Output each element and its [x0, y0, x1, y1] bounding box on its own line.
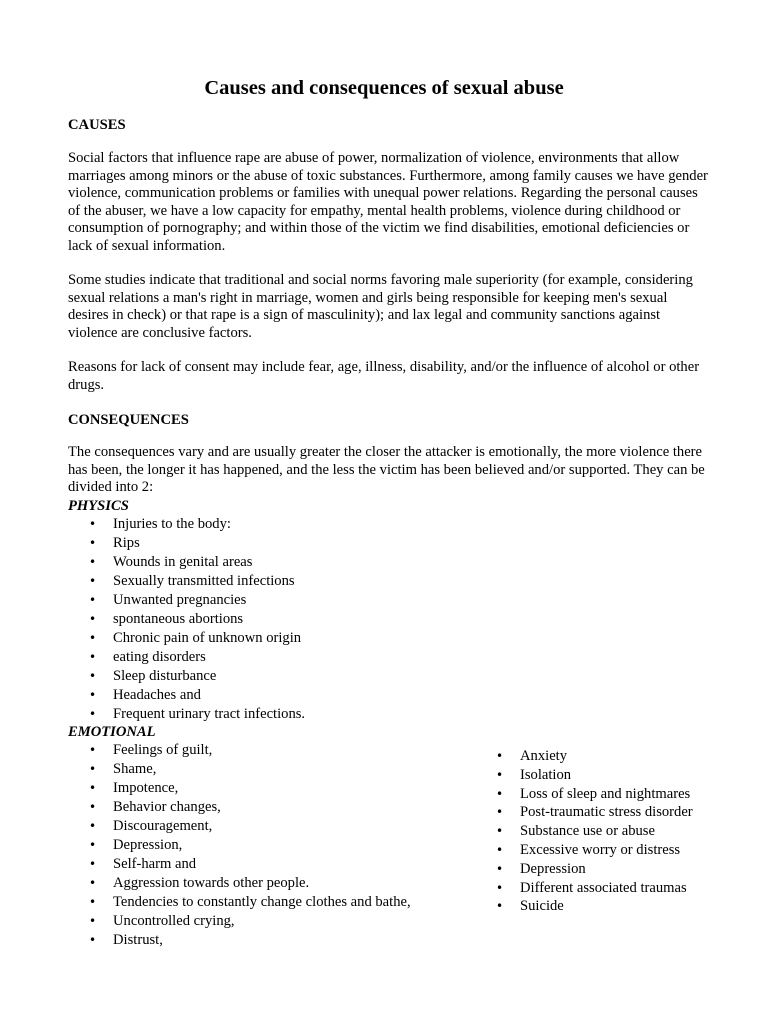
list-item: • Behavior changes, — [89, 798, 411, 817]
list-item: • Aggression towards other people. — [89, 874, 411, 893]
list-item: • Chronic pain of unknown origin — [89, 629, 305, 648]
list-item: • Unwanted pregnancies — [89, 591, 305, 610]
list-item: • Depression — [496, 860, 693, 879]
emotional-list-right — [496, 747, 693, 916]
list-item: • eating disorders — [89, 648, 305, 667]
list-item: • Loss of sleep and nightmares — [496, 785, 693, 804]
list-item: • Anxiety — [496, 747, 693, 766]
list-item: • Isolation — [496, 766, 693, 785]
list-item: • Injuries to the body: — [89, 515, 305, 534]
list-item: • Sleep disturbance — [89, 667, 305, 686]
causes-paragraph-2: Some studies indicate that traditional and social norms favoring male superiority (for example, considering sexual relations a man's right in marriage, women and girls being responsible for keeping men's sexual desires in check) or that rape is a sign of masculinity); and lax legal and community sanctions against violence are conclusive factors. — [68, 272, 693, 341]
list-item: • Discouragement, — [89, 817, 411, 836]
list-item: • Frequent urinary tract infections. — [89, 705, 305, 724]
list-item: • Tendencies to constantly change clothes and bathe, — [89, 893, 411, 912]
list-item: • Different associated traumas — [496, 879, 693, 898]
document-title: Causes and consequences of sexual abuse — [204, 77, 564, 99]
causes-heading: CAUSES — [68, 117, 126, 133]
list-item: • Headaches and — [89, 686, 305, 705]
list-item: • Depression, — [89, 836, 411, 855]
physics-list — [89, 515, 305, 724]
list-item: • Excessive worry or distress — [496, 841, 693, 860]
list-item: • Feelings of guilt, — [89, 741, 411, 760]
causes-paragraph-3: Reasons for lack of consent may include fear, age, illness, disability, and/or the influence of alcohol or other drugs. — [68, 359, 700, 393]
list-item: • Self-harm and — [89, 855, 411, 874]
list-item: • Wounds in genital areas — [89, 553, 305, 572]
emotional-label: EMOTIONAL — [68, 724, 156, 740]
list-item: • spontaneous abortions — [89, 610, 305, 629]
list-item: • Substance use or abuse — [496, 822, 693, 841]
list-item: • Impotence, — [89, 779, 411, 798]
list-item: • Shame, — [89, 760, 411, 779]
list-item: • Post-traumatic stress disorder — [496, 803, 693, 822]
list-item: • Suicide — [496, 897, 693, 916]
physics-label: PHYSICS — [68, 498, 129, 514]
list-item: • Sexually transmitted infections — [89, 572, 305, 591]
list-item: • Rips — [89, 534, 305, 553]
list-item: • Distrust, — [89, 931, 411, 950]
consequences-heading: CONSEQUENCES — [68, 412, 189, 428]
list-item: • Uncontrolled crying, — [89, 912, 411, 931]
consequences-intro: The consequences vary and are usually greater the closer the attacker is emotionally, the more violence there has been, the longer it has happened, and the less the victim has been believed and/or supported. They can be divided into 2: — [68, 444, 705, 496]
causes-paragraph-1: Social factors that influence rape are abuse of power, normalization of violence, environments that allow marriages among minors or the abuse of toxic substances. Furthermore, among family causes we have gender violence, communication problems or families with unequal power relations. Regarding the personal causes of the abuser, we have a low capacity for empathy, mental health problems, violence during childhood or consumption of pornography; and within those of the victim we find disabilities, emotional deficiencies or lack of sexual information. — [68, 150, 708, 254]
emotional-list-left — [89, 741, 411, 950]
